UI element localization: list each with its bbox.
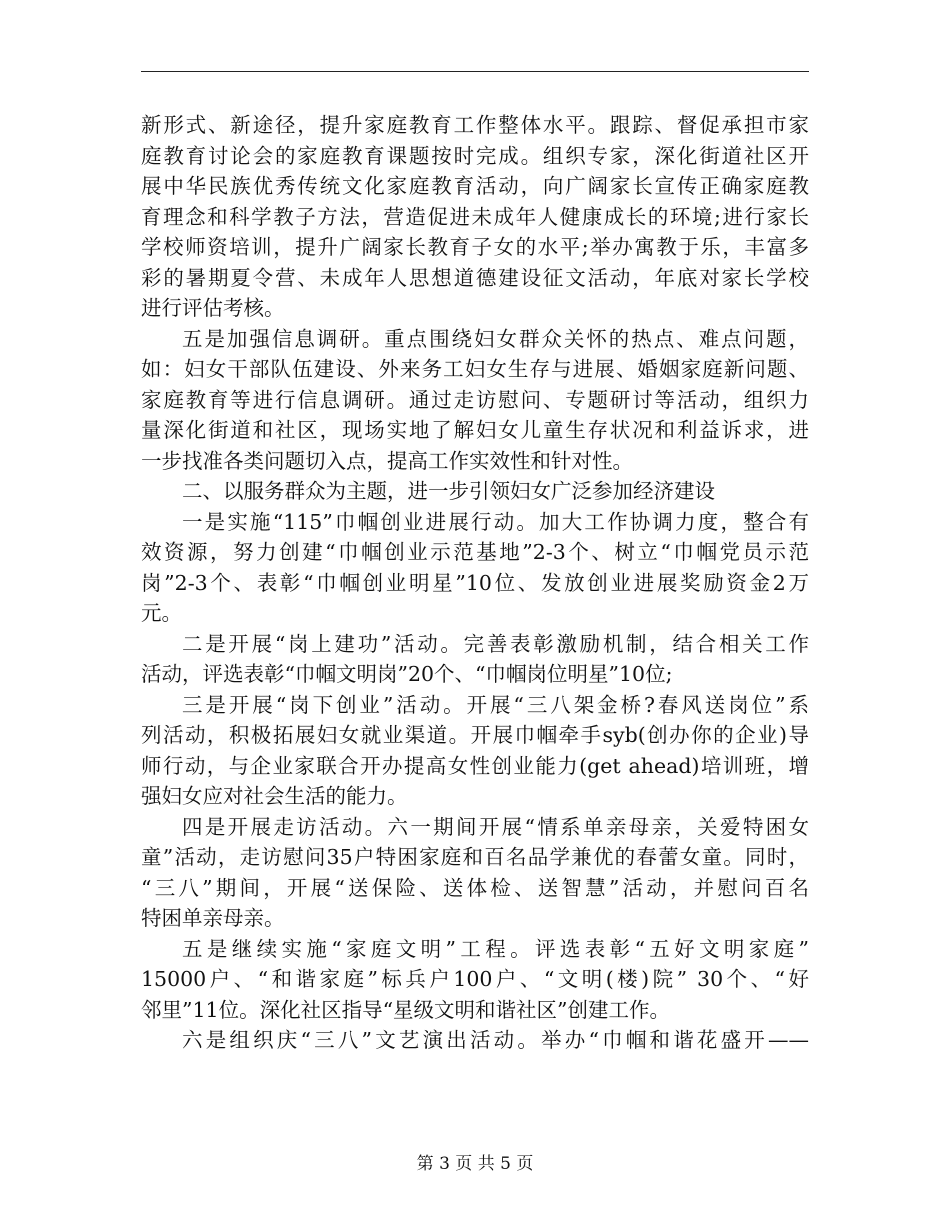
text-line: 育理念和科学教子方法，营造促进未成年人健康成长的环境;进行家长 xyxy=(141,204,809,229)
text-line: 二、以服务群众为主题，进一步引领妇女广泛参加经济建设 xyxy=(182,479,715,503)
text-line: “三八”期间，开展“送保险、送体检、送智慧”活动，并慰问百名 xyxy=(141,875,809,900)
text-line: 二是开展“岗上建功”活动。完善表彰激励机制，结合相关工作 xyxy=(182,631,809,656)
text-line: 展中华民族优秀传统文化家庭教育活动，向广阔家长宣传正确家庭教 xyxy=(141,174,809,198)
text-line: 如：妇女干部队伍建设、外来务工妇女生存与进展、婚姻家庭新问题、 xyxy=(141,357,809,381)
text-line: 进行评估考核。 xyxy=(141,296,285,320)
text-line: 师行动，与企业家联合开办提高女性创业能力(get ahead)培训班，增 xyxy=(141,753,809,778)
text-line: 童”活动，走访慰问35户特困家庭和百名品学兼优的春蕾女童。同时， xyxy=(141,845,809,869)
text-line: 量深化街道和社区，现场实地了解妇女儿童生存状况和利益诉求，进 xyxy=(141,418,809,442)
text-line: 一步找准各类问题切入点，提高工作实效性和针对性。 xyxy=(141,448,633,473)
text-line: 彩的暑期夏令营、未成年人思想道德建设征文活动，年底对家长学校 xyxy=(141,265,809,290)
text-line: 四是开展走访活动。六一期间开展“情系单亲母亲，关爱特困女 xyxy=(182,814,809,839)
text-line: 庭教育讨论会的家庭教育课题按时完成。组织专家，深化街道社区开 xyxy=(141,143,809,168)
text-line: 新形式、新途径，提升家庭教育工作整体水平。跟踪、督促承担市家 xyxy=(141,113,809,137)
text-line: 元。 xyxy=(141,601,182,625)
header-rule xyxy=(141,71,809,72)
text-line: 六是组织庆“三八”文艺演出活动。举办“巾帼和谐花盛开—— xyxy=(182,1028,809,1052)
text-line: 五是继续实施“家庭文明”工程。评选表彰“五好文明家庭” xyxy=(182,936,809,961)
text-line: 一是实施“115”巾帼创业进展行动。加大工作协调力度，整合有 xyxy=(182,509,809,534)
text-line: 家庭教育等进行信息调研。通过走访慰问、专题研讨等活动，组织力 xyxy=(141,387,809,412)
text-line: 15000户、“和谐家庭”标兵户100户、“文明(楼)院” 30个、“好 xyxy=(141,967,809,991)
text-line: 特困单亲母亲。 xyxy=(141,906,285,930)
body-text xyxy=(141,110,809,1056)
text-line: 学校师资培训，提升广阔家长教育子女的水平;举办寓教于乐，丰富多 xyxy=(141,235,809,259)
text-line: 强妇女应对社会生活的能力。 xyxy=(141,784,408,808)
text-line: 列活动，积极拓展妇女就业渠道。开展巾帼牵手syb(创办你的企业)导 xyxy=(141,723,809,747)
page-footer: 第 3 页 共 5 页 xyxy=(416,1154,534,1174)
text-line: 活动，评选表彰“巾帼文明岗”20个、“巾帼岗位明星”10位; xyxy=(141,662,673,686)
text-line: 邻里”11位。深化社区指导“星级文明和谐社区”创建工作。 xyxy=(141,997,671,1022)
text-line: 岗”2-3个、表彰“巾帼创业明星”10位、发放创业进展奖励资金2万 xyxy=(141,570,809,595)
text-line: 五是加强信息调研。重点围绕妇女群众关怀的热点、难点问题， xyxy=(182,326,809,351)
text-line: 三是开展“岗下创业”活动。开展“三八架金桥?春风送岗位”系 xyxy=(182,692,809,717)
text-line: 效资源，努力创建“巾帼创业示范基地”2-3个、树立“巾帼党员示范 xyxy=(141,540,809,564)
